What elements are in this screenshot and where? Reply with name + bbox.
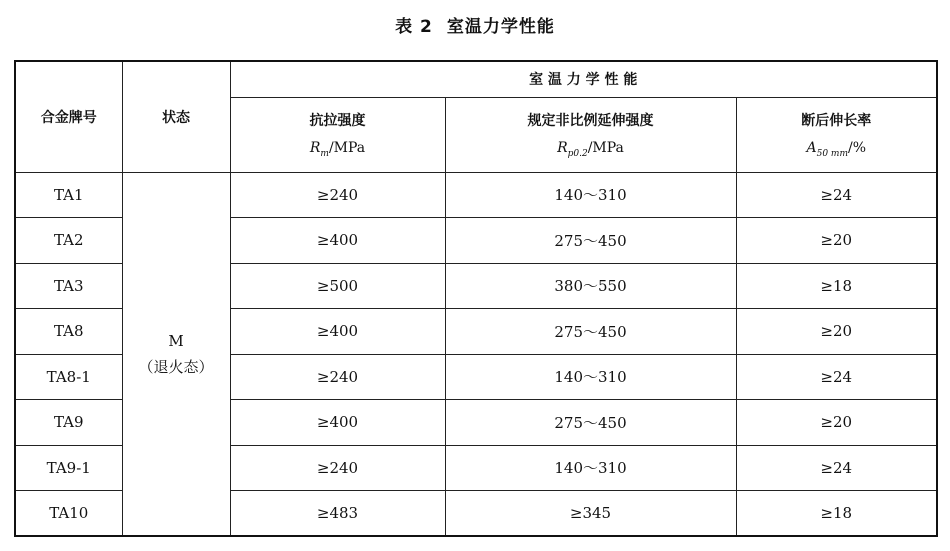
state-cell — [122, 172, 230, 536]
proof-cell: 275～450 — [445, 218, 736, 264]
header-elongation-label: 断后伸长率 — [801, 113, 872, 130]
tensile-cell: ≥240 — [230, 172, 445, 218]
header-row-group — [15, 61, 937, 97]
table-caption — [0, 12, 950, 37]
tensile-cell: ≥240 — [230, 445, 445, 491]
proof-cell: ≥345 — [445, 491, 736, 537]
proof-cell: 140～310 — [445, 445, 736, 491]
elongation-cell: ≥18 — [736, 263, 937, 309]
proof-cell: 140～310 — [445, 172, 736, 218]
header-elongation — [736, 97, 937, 172]
header-tensile-unit: $R_m$/MPa — [309, 140, 366, 159]
table-number: 表 2 — [395, 17, 433, 37]
tensile-cell: ≥400 — [230, 309, 445, 355]
alloy-cell: TA8 — [15, 309, 122, 355]
elongation-cell: ≥18 — [736, 491, 937, 537]
header-tensile-label: 抗拉强度 — [309, 113, 366, 130]
alloy-cell: TA8-1 — [15, 354, 122, 400]
elongation-cell: ≥24 — [736, 354, 937, 400]
alloy-cell: TA2 — [15, 218, 122, 264]
elongation-cell: ≥24 — [736, 445, 937, 491]
proof-cell: 380～550 — [445, 263, 736, 309]
elongation-cell: ≥20 — [736, 218, 937, 264]
tensile-cell: ≥240 — [230, 354, 445, 400]
alloy-cell: TA1 — [15, 172, 122, 218]
table-title: 室温力学性能 — [446, 17, 555, 37]
state-code: M — [168, 331, 184, 350]
proof-cell: 275～450 — [445, 309, 736, 355]
proof-cell: 140～310 — [445, 354, 736, 400]
tensile-cell: ≥400 — [230, 218, 445, 264]
elongation-cell: ≥24 — [736, 172, 937, 218]
alloy-cell: TA3 — [15, 263, 122, 309]
header-alloy: 合金牌号 — [15, 61, 122, 172]
tensile-cell: ≥400 — [230, 400, 445, 446]
header-proof-unit: $R_{p0.2}$/MPa — [557, 140, 624, 159]
alloy-cell: TA10 — [15, 491, 122, 537]
header-room-temp-properties: 室 温 力 学 性 能 — [230, 61, 937, 97]
alloy-cell: TA9 — [15, 400, 122, 446]
elongation-cell: ≥20 — [736, 400, 937, 446]
header-proof-label: 规定非比例延伸强度 — [527, 113, 654, 130]
header-proof-strength — [445, 97, 736, 172]
tensile-cell: ≥483 — [230, 491, 445, 537]
proof-cell: 275～450 — [445, 400, 736, 446]
table-row — [15, 172, 937, 218]
header-state: 状态 — [122, 61, 230, 172]
alloy-cell: TA9-1 — [15, 445, 122, 491]
elongation-cell: ≥20 — [736, 309, 937, 355]
header-elongation-unit: $A_{50 mm}/\%$ — [806, 140, 867, 159]
mechanical-properties-table — [14, 60, 938, 537]
header-tensile-strength — [230, 97, 445, 172]
tensile-cell: ≥500 — [230, 263, 445, 309]
state-description: （退火态） — [138, 357, 214, 376]
